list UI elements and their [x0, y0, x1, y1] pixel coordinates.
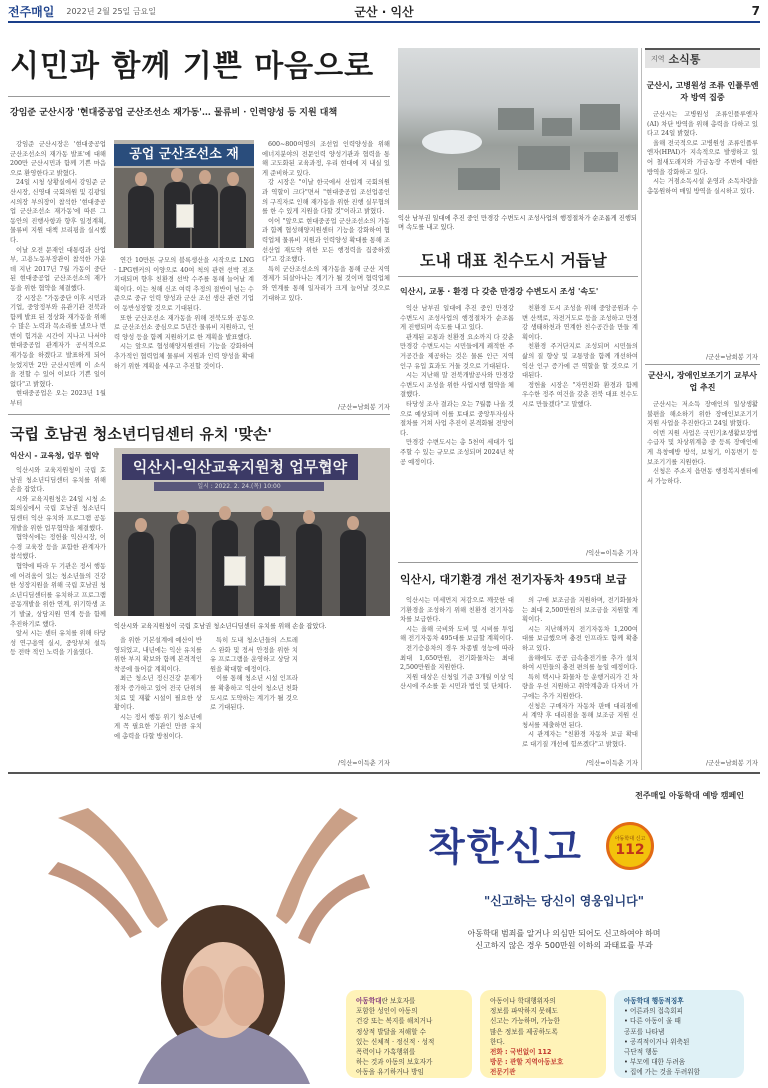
article3-col2: 을 위한 기본설계에 예산이 반영되었고, 내년에는 익산 유치를 위한 부지 확보와 함께 본격적인 착공에 들어갈 계획이다. 최근 청소년 정신건강 문제가 점차 증가하고 있어 전국 단위의 치료 및 재활 시설이 필요한 상황이다. 시는 정서 행동 위기 청소년에게 꼭 필요한 기관인 만큼 유치에 총력을 다할 방침이다. — [114, 637, 202, 740]
report-visit: 방문 : 관할 지역아동보호 — [490, 1058, 564, 1067]
article1-headline: 시민과 함께 기쁜 마음으로 — [10, 49, 375, 84]
campaign-ad — [8, 778, 760, 1084]
hotline-badge-label: 아동학대 신고 — [614, 836, 646, 842]
agreement-subbanner: 일시 : 2022. 2. 24.(목) 10:00 — [154, 482, 324, 491]
briefs-header-big: 소식통 — [668, 53, 701, 66]
card1-title: 아동학대 — [356, 997, 382, 1005]
card3-title: 아동학대 행동적징후 — [624, 997, 684, 1005]
hotline-number: 112 — [615, 842, 645, 858]
agreement-board — [176, 204, 194, 228]
briefs-header — [645, 48, 760, 68]
ad-slogan: "신고하는 당신이 영웅입니다" — [484, 894, 644, 908]
article3-byline: /익산=이득춘 기자 — [338, 760, 390, 767]
article3-subhead: 익산시 - 교육청, 업무 협약 — [10, 451, 99, 460]
lake-shape — [422, 130, 482, 154]
agreement-photo — [114, 448, 390, 616]
person-figure — [220, 186, 246, 248]
ad-description: 아동학대 범죄를 알거나 의심만 되어도 신고하여야 하며 신고하지 않은 경우 500만원 이하의 과태료를 부과 — [467, 929, 661, 950]
agreement-board — [224, 556, 246, 586]
report-phone: 전화 : 국번없이 112 — [490, 1048, 552, 1057]
ad-photo — [18, 778, 388, 1084]
article3-headline: 국립 호남권 청소년디딤센터 유치 '맞손' — [10, 425, 272, 443]
building-block — [584, 152, 618, 172]
briefs-header-small: 지역 — [651, 55, 665, 63]
ad-card-report: 아동이나 학대행위자의 정보를 파악하지 못해도 신고는 가능하며, 가능한 많은 정보를 제공하도록 한다. 전화 : 국번없이 112 방문 : 관할 지역아동보호 전문기관 — [480, 990, 606, 1078]
article4-col1: 익산시는 미세먼지 저감으로 깨끗한 대기환경을 조성하기 위해 친환경 전기자동차를 보급한다. 시는 올해 국비와 도비 및 시비를 투입해 전기자동차 495대를 보급할 계획이다. 전기승용차의 경우 차종별 성능에 따라 최대 1,650만원, 전기화물차는 최대 2,500만원을 지원한다. 지원 대상은 신청일 기준 3개월 이상 익산시에 주소를 둔 시민과 법인 및 단체다. — [400, 597, 514, 691]
hotline-badge — [606, 822, 654, 870]
page-number: 7 — [751, 4, 760, 18]
briefs-divider — [641, 48, 642, 770]
article4-byline: /익산=이득춘 기자 — [586, 760, 638, 767]
distressed-girl-illustration — [18, 778, 388, 1084]
brief1-byline: /군산=남희봉 기자 — [706, 354, 758, 361]
building-block — [580, 104, 620, 130]
article1-col1: 강임준 군산시장은 '현대중공업 군산조선소의 재가동 발표'에 대해 200만 군산시민과 함께 기쁜 마음으로 환영한다고 밝혔다. 24일 시청 상황실에서 강임준 군산시장, 신영대 국회의원 및 김광일 시의장 부의장이 참석한 '현대중공업 군산조선소 재가동'에 따른 그 동안의 진행사항과 향후 일정계획, 물류비 지원 대책 브리핑을 실시했다. 이날 오전 문재인 대통령과 산업부, 고용노동부장관이 참석한 가운데 지난 2017년 7월 가동이 중단된 현대중공업 군산조선소의 재가동을 위한 협약을 체결했다. 강 시장은 "가동중단 이후 시민과 기업, 중앙정부와 유관기관 전북과 함께 발표 된 정상화 재가동을 위해 수 많은 노력과 목소리를 냈으나 번번이 힘겨운 시간이 지나고 나서야 현대중공업 관계자가 공식적으로 재가동을 하겠다고 발표하게 되어 늦었지만 2만 군산시민께 이 소식을 전할 수 있어 이보다 기쁜 일이 없다"고 밝혔다. 현대중공업은 오는 2023년 1월부터 — [10, 141, 106, 408]
article1-subhead: 강임준 군산시장 '현대중공업 군산조선소 재가동'… 물류비 · 인력양성 등 지원 대책 — [10, 108, 338, 118]
agreement-banner: 익산시-익산교육지원청 업무협약 — [122, 454, 358, 480]
ceremony-photo — [114, 140, 254, 248]
article2-headline: 도내 대표 친수도시 거듭날 — [420, 251, 607, 270]
article3-top-rule — [8, 414, 390, 415]
article4-col2: 의 구매 보조금을 지원하며, 전기화물차는 최대 2,500만원의 보조금을 지원할 계획이다. 시는 지난해까지 전기자동차 1,200여 대를 보급했으며 충전 인프라도 함께 확충하고 있다. 올해에도 공공 급속충전기를 추가 설치하여 시민들의 충전 편의를 높일 예정이다. 특히 택시나 화물차 등 운행거리가 긴 차량을 우선 지원하고 취약계층과 다자녀 가구에는 추가 지원한다. 신청은 구매자가 자동차 판매 대리점에서 계약 후 대리점을 통해 보조금 지원 신청서를 제출하면 된다. 시 관계자는 "친환경 자동차 보급 확대로 대기질 개선에 힘쓰겠다"고 밝혔다. — [522, 597, 638, 748]
ad-divider — [8, 772, 760, 774]
article4-top-rule — [398, 562, 638, 563]
article2-subhead: 익산시, 교통 · 환경 다 갖춘 만경강 수변도시 조성 '속도' — [400, 287, 599, 296]
person-figure — [192, 184, 218, 248]
aerial-caption: 익산 남부권 일대에 추진 중인 만경강 수변도시 조성사업의 행정절차가 순조롭게 진행되며 속도를 내고 있다. — [398, 215, 637, 231]
masthead — [8, 2, 760, 20]
person-figure — [128, 532, 154, 616]
masthead-rule — [8, 21, 760, 23]
section-title: 군산 · 익산 — [354, 4, 414, 19]
brief1-title: 군산시, 고병원성 조류 인플루엔자 방역 집중 — [646, 81, 759, 102]
brief2-title: 군산시, 장애인보조기기 교부사업 추진 — [647, 371, 758, 392]
article1-col3: 600~800여명의 조선업 인력양성을 위해 에너지분야의 전문인력 양성기관과 협력을 통해 고도화된 교육과정, 우리 현대에 지 내실 있게 준비하고 있다. 강 시장은 "이날 한국에서 산업계 국회의원과 역할이 크다"면서 "현대중공업 조선업종인의 구직자로 인해 재가동을 위한 진행 실무협의를 한 수 있게 지원을 다할 것"이라고 밝혔다. 이어 "앞으로 현대중공업 군산조선소의 가동과 함께 협성해양지원센터 기능을 강화하여 협력업체 물류비 지원과 인력양성 확대를 통해 조선산업 재도약 위한 모든 행정력을 집중하겠다"고 강조했다. 특히 군산조선소의 재가동을 통해 군산 지역경제가 되살아나는 계기가 될 것이며 협력업체와 연계를 통해 일자리가 크게 늘어날 것으로 기대하고 있다. — [262, 141, 390, 302]
building-block — [518, 146, 570, 170]
article1-byline: /군산=남희봉 기자 — [338, 404, 390, 411]
agreement-board — [264, 556, 286, 586]
ad-card-definition: 아동학대란 보호자를 포함한 성인이 아동의 건강 또는 복지를 해치거나 정상적 발달을 저해할 수 있는 신체적 · 정신적 · 성적 폭력이나 가혹행위를 하는 것과 아동의 보호자가 아동을 유기하거나 방임 — [346, 990, 472, 1078]
brief1-body: 군산시는 고병원성 조류인플루엔자(AI) 차단 방역을 위해 총력을 다하고 있다고 24일 밝혔다. 올해 전국적으로 고병원성 조류인플루엔자(HPAI)가 지속적으로 발생하고 있어 철새도래지와 가금농장 주변에 대한 방역을 강화하고 있다. 시는 거점소독시설 운영과 소독차량을 총동원하여 매일 방역을 실시하고 있다. — [647, 111, 758, 195]
brief2-body: 군산시는 저소득 장애인의 일상생활 불편을 해소하기 위한 장애인보조기기 지원 사업을 추진한다고 24일 밝혔다. 이번 지원 사업은 국민기초생활보장법 수급자 및 차상위계층 중 등록 장애인에게 욕창예방 방석, 보청기, 이동변기 등 보조기기를 지원한다. 신청은 주소지 읍면동 행정복지센터에서 가능하다. — [647, 401, 758, 485]
person-figure — [340, 530, 366, 616]
person-figure — [170, 524, 196, 616]
aerial-photo — [398, 48, 638, 210]
building-block — [458, 168, 500, 190]
building-block — [542, 118, 572, 136]
ad-logo: 착한신고 — [428, 825, 583, 869]
brief2-byline: /군산=남희봉 기자 — [706, 760, 758, 767]
article4-headline: 익산시, 대기환경 개선 전기자동차 495대 보급 — [400, 573, 627, 586]
person-figure — [296, 524, 322, 616]
article2-rule — [398, 276, 638, 277]
building-block — [498, 108, 534, 130]
ad-sponsor: 전주매일 아동학대 예방 캠페인 — [635, 791, 744, 800]
ad-card-signs: 아동학대 행동적징후 • 어른과의 접촉회피 • 다른 아동이 울 때 공포를 나타냄 • 공격적이거나 위축된 극단적 행동 • 부모에 대한 두려움 • 집에 가는 것을 두려워함 — [614, 990, 744, 1078]
article3-col3: 특히 도내 청소년들의 스트레스 완화 및 정서 안정을 위한 치유 프로그램을 운영하고 상담 지원을 확대할 예정이다. 이를 통해 청소년 시설 인프라를 확충하고 익산이 청소년 친화도시로 도약하는 계기가 될 것으로 기대된다. — [210, 637, 298, 712]
article2-byline: /익산=이득춘 기자 — [586, 550, 638, 557]
article3-col1: 익산시와 교육지원청이 국립 호남권 청소년디딤센터 유치를 위해 손을 잡았다. 시와 교육지원청은 24일 시청 소회의실에서 국립 호남권 청소년디딤센터 익산 유치와 프로그램 공동개발을 위한 업무협약을 체결했다. 협약식에는 정헌율 익산시장, 이수경 교육장 등을 포함한 관계자가 참석했다. 협약에 따라 두 기관은 정서 행동에 어려움이 있는 청소년들의 건강한 성장지원을 위해 국립 호남권 청소년디딤센터를 유치하고 프로그램 공동개발을 위한 연계, 위기학생 조기 발굴, 상담지원 연계 등을 함께 추진하기로 했다. 앞서 시는 센터 유치를 위해 타당성 연구용역 실시, 중앙부처 설득 등 전략 적인 노력을 기울였다. — [10, 467, 106, 657]
issue-date: 2022년 2월 25일 금요일 — [66, 6, 157, 16]
article2-col1: 익산 남부권 일대에 추진 중인 만경강 수변도시 조성사업의 행정절차가 순조롭게 진행되며 속도를 내고 있다. 관계된 교통과 친환경 요소까지 다 갖춘 만경강 수변도시는 시민들에게 쾌적한 주거공간을 제공하는 것은 물론 인근 지역 인구 유입 효과도 거둘 것으로 기대된다. 시는 지난해 말 전북개발공사와 만경강 수변도시 조성을 위한 사업시행 협약을 체결했다. 타당성 조사 결과는 오는 7월쯤 나올 것으로 예상되며 이를 토대로 중앙투자심사 절차를 거쳐 사업 추진이 본격화될 전망이다. 만경강 수변도시는 총 5천여 세대가 입주할 수 있는 규모로 조성되며 2024년 착공 예정이다. — [400, 305, 514, 466]
article2-col2: 친환경 도시 조성을 위해 중앙공원과 수변 산책로, 자전거도로 등을 조성하고 만경강 생태하천과 연계한 친수공간을 만들 계획이다. 친환경 주거단지로 조성되며 시민들의 삶의 질 향상 및 교통망을 함께 개선하여 익산 인구 증가에 큰 역할을 할 것으로 기대된다. 정헌율 시장은 "자연친화 환경과 함께 우수한 정주 여건을 갖춘 전북 대표 친수도시로 만들겠다"고 말했다. — [522, 305, 638, 408]
agreement-caption: 익산시와 교육지원청이 국립 호남권 청소년디딤센터 유치를 위해 손을 잡았다. — [114, 623, 327, 630]
ceremony-banner: 공업 군산조선소 재 — [114, 144, 254, 166]
briefs-rule — [645, 364, 760, 365]
paper-name: 전주매일 — [8, 4, 55, 19]
person-figure — [128, 186, 154, 248]
article1-rule — [8, 96, 390, 97]
article1-col2: 연간 10만톤 규모의 블록생산을 시작으로 LNG · LPG벤커의 이양으로 40여 척의 관련 선박 진조 기대되며 향후 친환경 선박 수주를 통해 늘어날 계획이다. 이는 첫해 신조 여력 추정의 절반이 넘는 수준으로 중규 인력 양성과 군산 조선 생산 관련 기업이 동반성장할 것으로 기대된다. 또한 군산조선소 재가동을 위해 전북도와 공동으로 군산조선소 중심으로 5년간 물류비 지원하고, 인력 양성 등을 함께 지원하기로 한 계획을 발표했다. 시는 앞으로 협성해양지원센터 기능을 강화하여 추가적인 협력업체 물류비 지원과 인력 양성을 확대하기 위한 계획을 세우고 추진할 것이다. — [114, 257, 254, 370]
